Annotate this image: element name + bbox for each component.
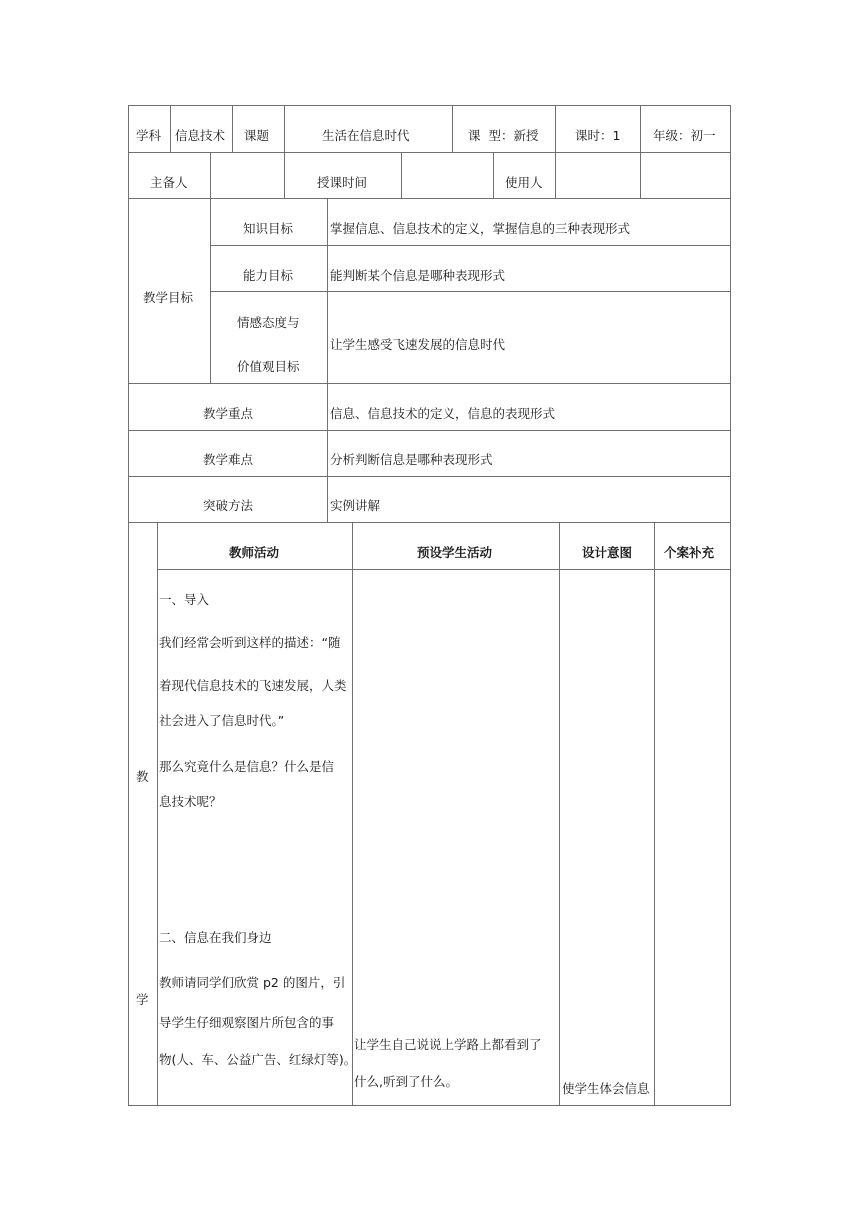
knowledge-value: 掌握信息、信息技术的定义，掌握信息的三种表现形式: [330, 221, 631, 236]
col-divider: [352, 522, 353, 1105]
col-divider: [210, 198, 211, 383]
row-divider: [128, 430, 731, 431]
col-header-intent: 设计意图: [582, 545, 633, 560]
row-divider: [128, 198, 731, 199]
col-header-student: 预设学生活动: [417, 545, 493, 560]
teacher-text-line: 我们经常会听到这样的描述：“随: [159, 635, 341, 650]
row-divider: [157, 569, 731, 570]
teach-time-label: 授课时间: [317, 175, 368, 190]
col-divider: [210, 152, 211, 198]
subject-label: 学科: [136, 128, 162, 143]
teacher-text-line: 那么究竟什么是信息？什么是信: [159, 759, 335, 774]
student-text-line: 让学生自己说说上学路上都看到了: [354, 1037, 542, 1052]
row-divider: [128, 383, 731, 384]
teacher-text-line: 物(人、车、公益广告、红绿灯等)。: [159, 1052, 357, 1067]
student-text-line: 什么,听到了什么。: [354, 1074, 458, 1089]
emotion-label-line2: 价值观目标: [237, 359, 300, 374]
col-divider: [559, 522, 560, 1105]
col-header-supplement: 个案补充: [664, 545, 715, 560]
topic-label: 课题: [244, 128, 270, 143]
period: 课时：1: [575, 128, 621, 143]
intent-text-line: 使学生体会信息: [562, 1081, 650, 1096]
side-label-char: 学: [136, 992, 149, 1007]
difficulties-label: 教学难点: [203, 452, 254, 467]
teacher-text-line: 二、信息在我们身边: [159, 930, 272, 945]
row-divider: [210, 245, 731, 246]
user-label: 使用人: [505, 175, 543, 190]
col-divider: [170, 105, 171, 152]
table-border-right: [730, 105, 731, 1106]
row-divider: [128, 476, 731, 477]
difficulties-value: 分析判断信息是哪种表现形式: [330, 452, 493, 467]
preparer-label: 主备人: [150, 175, 188, 190]
col-divider: [284, 105, 285, 198]
ability-value: 能判断某个信息是哪种表现形式: [330, 268, 506, 283]
knowledge-label: 知识目标: [243, 221, 294, 236]
teacher-text-line: 着现代信息技术的飞速发展，人类: [159, 678, 347, 693]
col-header-teacher: 教师活动: [229, 545, 280, 560]
row-divider: [128, 522, 731, 523]
emotion-value: 让学生感受飞速发展的信息时代: [330, 337, 506, 352]
row-divider: [210, 291, 731, 292]
grade: 年级：初一: [653, 128, 716, 143]
col-divider: [640, 105, 641, 198]
ability-label: 能力目标: [243, 268, 294, 283]
col-divider: [555, 105, 556, 198]
teacher-text-line: 一、导入: [159, 592, 210, 607]
method-label: 突破方法: [203, 498, 254, 513]
table-border-bottom: [128, 1105, 731, 1106]
key-points-label: 教学重点: [203, 406, 254, 421]
emotion-label-line1: 情感态度与: [237, 315, 300, 330]
col-divider: [157, 522, 158, 1105]
subject-value: 信息技术: [175, 128, 226, 143]
col-divider: [327, 198, 328, 522]
col-divider: [654, 522, 655, 1105]
topic-value: 生活在信息时代: [322, 128, 410, 143]
col-divider: [232, 105, 233, 152]
col-divider: [493, 152, 494, 198]
teacher-text-line: 导学生仔细观察图片所包含的事: [159, 1015, 335, 1030]
teacher-text-line: 社会进入了信息时代。”: [159, 713, 285, 728]
method-value: 实例讲解: [330, 498, 381, 513]
col-divider: [401, 152, 402, 198]
table-border-left: [128, 105, 129, 1106]
side-label-char: 教: [136, 769, 149, 784]
teacher-text-line: 教师请同学们欣赏 p2 的图片，引: [159, 975, 346, 990]
key-points-value: 信息、信息技术的定义，信息的表现形式: [330, 406, 556, 421]
col-divider: [452, 105, 453, 152]
lesson-type: 课 型：新授: [468, 128, 539, 143]
teacher-text-line: 息技术呢？: [159, 794, 222, 809]
objectives-label: 教学目标: [143, 290, 194, 305]
